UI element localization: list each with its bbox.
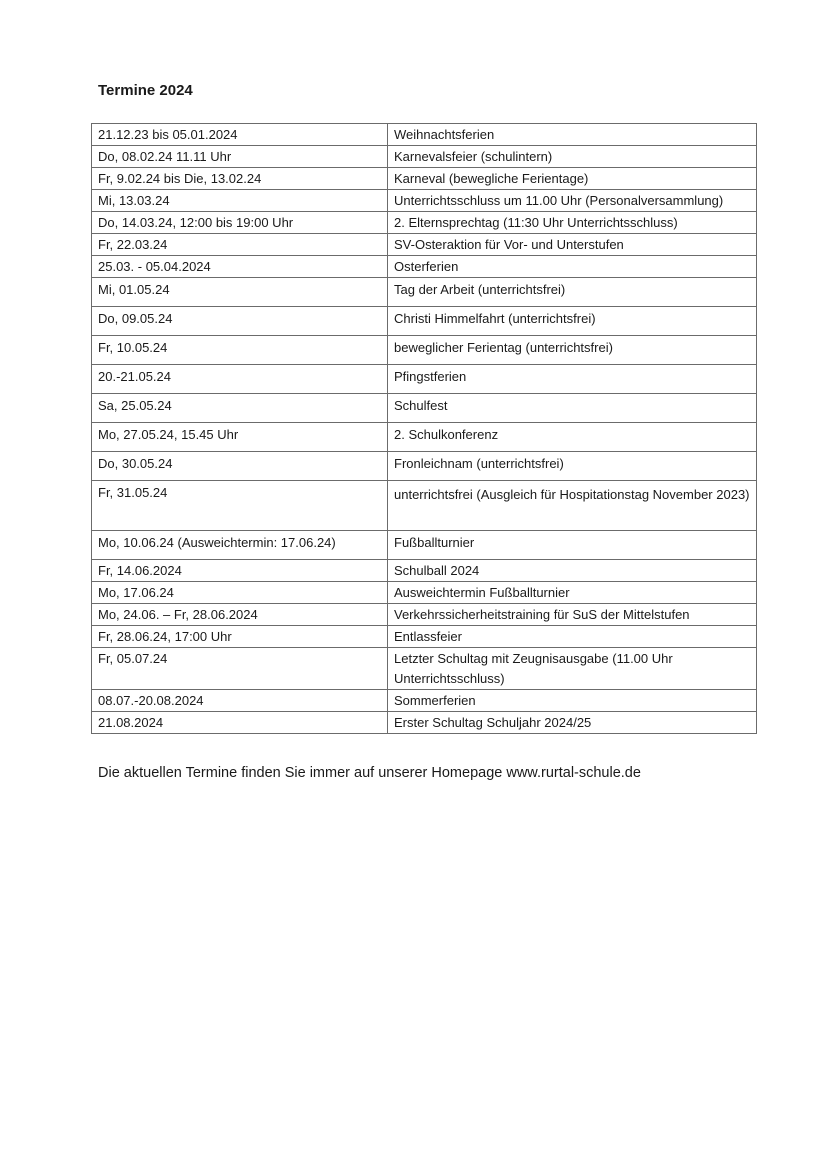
event-cell: Karneval (bewegliche Ferientage) <box>388 168 757 190</box>
table-row <box>92 212 757 234</box>
event-cell: Sommerferien <box>388 690 757 712</box>
date-cell: Fr, 05.07.24 <box>92 648 388 690</box>
table-row <box>92 256 757 278</box>
event-cell: Osterferien <box>388 256 757 278</box>
table-row <box>92 560 757 582</box>
table-row <box>92 604 757 626</box>
date-cell: Do, 08.02.24 11.11 Uhr <box>92 146 388 168</box>
event-cell: Fronleichnam (unterrichtsfrei) <box>388 452 757 481</box>
table-row <box>92 626 757 648</box>
table-row <box>92 278 757 307</box>
date-cell: Fr, 22.03.24 <box>92 234 388 256</box>
table-row <box>92 690 757 712</box>
date-cell: Mi, 13.03.24 <box>92 190 388 212</box>
date-cell: Mo, 27.05.24, 15.45 Uhr <box>92 423 388 452</box>
date-cell: 20.-21.05.24 <box>92 365 388 394</box>
event-cell: Schulfest <box>388 394 757 423</box>
table-row <box>92 365 757 394</box>
table-row <box>92 190 757 212</box>
event-cell: Verkehrssicherheitstraining für SuS der Mittelstufen <box>388 604 757 626</box>
event-cell: Weihnachtsferien <box>388 124 757 146</box>
schedule-table <box>91 123 757 734</box>
event-cell: SV-Osteraktion für Vor- und Unterstufen <box>388 234 757 256</box>
table-row <box>92 124 757 146</box>
event-cell: beweglicher Ferientag (unterrichtsfrei) <box>388 336 757 365</box>
table-row <box>92 423 757 452</box>
date-cell: 21.08.2024 <box>92 712 388 734</box>
date-cell: Do, 30.05.24 <box>92 452 388 481</box>
table-row <box>92 531 757 560</box>
table-row <box>92 234 757 256</box>
date-cell: 25.03. - 05.04.2024 <box>92 256 388 278</box>
event-cell: Tag der Arbeit (unterrichtsfrei) <box>388 278 757 307</box>
date-cell: Mo, 10.06.24 (Ausweichtermin: 17.06.24) <box>92 531 388 560</box>
event-cell: Letzter Schultag mit Zeugnisausgabe (11.00 Uhr Unterrichtsschluss) <box>388 648 757 690</box>
date-cell: Sa, 25.05.24 <box>92 394 388 423</box>
date-cell: Do, 09.05.24 <box>92 307 388 336</box>
event-cell: Unterrichtsschluss um 11.00 Uhr (Personalversammlung) <box>388 190 757 212</box>
event-cell: Erster Schultag Schuljahr 2024/25 <box>388 712 757 734</box>
table-row <box>92 394 757 423</box>
date-cell: Mo, 17.06.24 <box>92 582 388 604</box>
table-row <box>92 168 757 190</box>
table-row <box>92 712 757 734</box>
event-cell: Entlassfeier <box>388 626 757 648</box>
table-row <box>92 307 757 336</box>
date-cell: Do, 14.03.24, 12:00 bis 19:00 Uhr <box>92 212 388 234</box>
table-row <box>92 452 757 481</box>
date-cell: 08.07.-20.08.2024 <box>92 690 388 712</box>
date-cell: Mo, 24.06. – Fr, 28.06.2024 <box>92 604 388 626</box>
table-row <box>92 648 757 690</box>
date-cell: Mi, 01.05.24 <box>92 278 388 307</box>
date-cell: Fr, 31.05.24 <box>92 481 388 531</box>
homepage-note: Die aktuellen Termine finden Sie immer auf unserer Homepage www.rurtal-schule.de <box>98 765 641 781</box>
event-cell: 2. Schulkonferenz <box>388 423 757 452</box>
date-cell: Fr, 9.02.24 bis Die, 13.02.24 <box>92 168 388 190</box>
event-cell: Christi Himmelfahrt (unterrichtsfrei) <box>388 307 757 336</box>
date-cell: Fr, 10.05.24 <box>92 336 388 365</box>
table-row <box>92 146 757 168</box>
event-cell: Pfingstferien <box>388 365 757 394</box>
event-cell: Ausweichtermin Fußballturnier <box>388 582 757 604</box>
table-row <box>92 336 757 365</box>
date-cell: Fr, 14.06.2024 <box>92 560 388 582</box>
event-cell: Schulball 2024 <box>388 560 757 582</box>
table-row <box>92 582 757 604</box>
event-cell: unterrichtsfrei (Ausgleich für Hospitationstag November 2023) <box>388 481 757 531</box>
date-cell: Fr, 28.06.24, 17:00 Uhr <box>92 626 388 648</box>
event-cell: 2. Elternsprechtag (11:30 Uhr Unterrichtsschluss) <box>388 212 757 234</box>
event-cell: Fußballturnier <box>388 531 757 560</box>
page-title: Termine 2024 <box>98 82 193 99</box>
date-cell: 21.12.23 bis 05.01.2024 <box>92 124 388 146</box>
table-row <box>92 481 757 531</box>
event-cell: Karnevalsfeier (schulintern) <box>388 146 757 168</box>
